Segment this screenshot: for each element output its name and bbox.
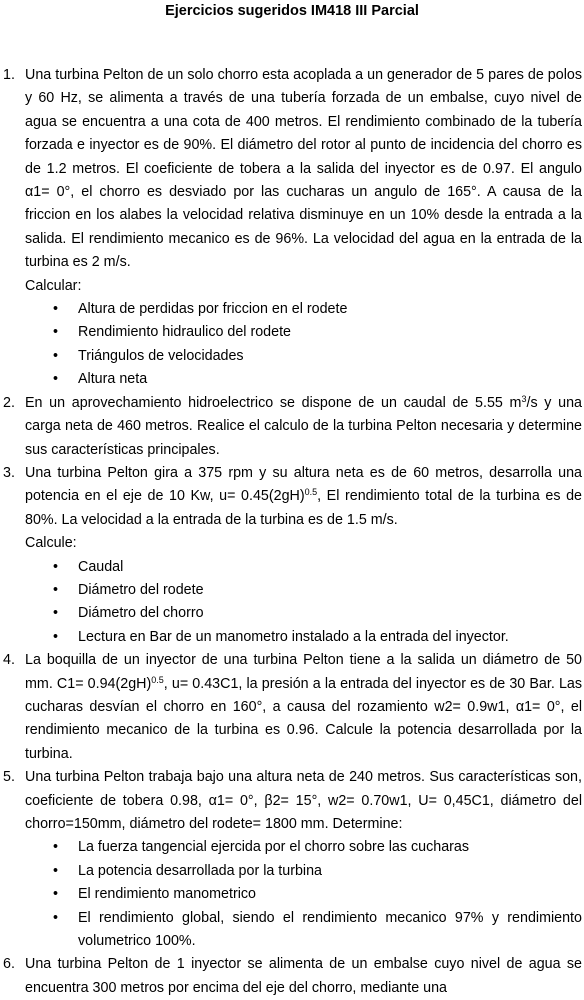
list-item-text: La fuerza tangencial ejercida por el chorro sobre las cucharas (78, 839, 470, 856)
problem-number: 2. (3, 394, 15, 411)
list-item-text: Lectura en Bar de un manometro instalado a la entrada del inyector. (78, 628, 509, 645)
problem-3 (0, 462, 584, 649)
bullet-icon: • (53, 324, 59, 341)
superscript: 0.5 (304, 487, 318, 498)
problem-number: 4. (3, 652, 15, 669)
problem-text-part: , u= 0.43C1, la presión a la entrada del inyector es de 30 Bar. Las cucharas desvían el chorro en 160°, a causa del rozamiento w2= 0.9w1, α1= 0°, el rendimiento mecanico de la turbina es 0.96. Calcule la potencia desarrollada por la turbina. (25, 675, 582, 762)
list-item-text: Caudal (78, 558, 124, 575)
list-item (25, 836, 582, 859)
problem-text-part: Una turbina Pelton gira a 375 rpm y su altura neta es de 60 metros, desarrolla una potencia en el eje de 10 Kw, u= 0.45(2gH) (25, 464, 582, 505)
calc-label: Calcule: (25, 535, 77, 552)
bullet-icon: • (53, 301, 59, 318)
superscript: 3 (521, 393, 527, 404)
list-item-text: Triángulos de velocidades (78, 347, 244, 364)
list-item-text: Altura de perdidas por friccion en el rodete (78, 301, 348, 318)
bullet-icon: • (53, 909, 59, 926)
problem-number: 1. (3, 67, 15, 83)
bullet-icon: • (53, 886, 59, 903)
list-item (25, 345, 582, 368)
list-item (25, 321, 582, 344)
problem-number: 5. (3, 769, 15, 786)
list-item (25, 368, 582, 391)
problem-1 (0, 64, 584, 392)
problem-number: 6. (3, 956, 15, 973)
problem-text: Una turbina Pelton de un solo chorro esta acoplada a un generador de 5 pares de polos y 60 Hz, se alimenta a través de una tubería forzada de un embalse, cuyo nivel de agua se encuentra a una cota de 400 metros. El rendimiento combinado de la tubería forzada e inyector es de 90%. El diámetro del rotor al punto de incidencia del chorro es de 1.2 metros. El coeficiente de tobera a la salida del inyector es de 0.97. El angulo α1= 0°, el chorro es desviado por las cucharas un angulo de 165°. A causa de la friccion en los alabes la velocidad relativa disminuye en un 10% desde la entrada a la salida. El rendimiento mecanico es de 96%. La velocidad del agua en la entrada de la turbina es 2 m/s. (25, 67, 582, 271)
problem-text (25, 392, 582, 462)
problem-text-part: /s y una carga neta de 460 metros. Realice el calculo de la turbina Pelton necesaria y determine sus características principales. (25, 394, 582, 458)
problem-text-part: En un aprovechamiento hidroelectrico se dispone de un caudal de 5.55 m (25, 394, 522, 411)
problem-2 (0, 392, 584, 462)
bullet-icon: • (53, 558, 59, 575)
list-item-text: El rendimiento manometrico (78, 886, 256, 903)
bullet-icon: • (53, 628, 59, 645)
problem-list (0, 64, 584, 1000)
problem-text (25, 462, 582, 532)
list-item-text: Diámetro del rodete (78, 581, 204, 598)
list-item-text: Rendimiento hidraulico del rodete (78, 324, 291, 341)
bullet-icon: • (53, 839, 59, 856)
bullet-icon: • (53, 862, 59, 879)
list-item (25, 860, 582, 883)
problem-text-part: , El rendimiento total de la turbina es de 80%. La velocidad a la entrada de la turbina es de 1.5 m/s. (25, 488, 582, 528)
list-item-text: Diámetro del chorro (78, 605, 204, 622)
list-item (25, 602, 582, 625)
problem-4 (0, 649, 584, 766)
problem-6 (0, 953, 584, 1000)
bullet-icon: • (53, 605, 59, 622)
list-item-text: La potencia desarrollada por la turbina (78, 862, 323, 879)
sub-list (25, 298, 582, 392)
bullet-icon: • (53, 371, 59, 388)
bullet-icon: • (53, 581, 59, 598)
superscript: 0.5 (151, 674, 164, 685)
bullet-icon: • (53, 347, 59, 364)
sub-list (25, 556, 582, 650)
list-item (25, 907, 582, 954)
list-item (25, 298, 582, 321)
list-item (25, 556, 582, 579)
problem-text: Una turbina Pelton trabaja bajo una altura neta de 240 metros. Sus características son, coeficiente de tobera 0.98, α1= 0°, β2= 15°, w2= 0.70w1, U= 0,45C1, diámetro del chorro=150mm, diámetro del rodete= 1800 mm. Determine: (25, 769, 582, 832)
problem-text: Una turbina Pelton de 1 inyector se alimenta de un embalse cuyo nivel de agua se encuentra 300 metros por encima del eje del chorro, mediante una (25, 956, 582, 996)
problem-text-part: La boquilla de un inyector de una turbina Pelton tiene a la salida un diámetro de 50 mm. C1= 0.94(2gH) (25, 652, 582, 692)
list-item-text: El rendimiento global, siendo el rendimiento mecanico 97% y rendimiento volumetrico 100%. (78, 909, 582, 950)
document-title: Ejercicios sugeridos IM418 III Parcial (165, 3, 419, 19)
problem-5 (0, 766, 584, 953)
list-item (25, 626, 582, 649)
problem-text (25, 649, 582, 766)
calc-label: Calcular: (25, 277, 82, 294)
sub-list (25, 836, 582, 953)
problem-number: 3. (3, 464, 15, 481)
list-item-text: Altura neta (78, 371, 148, 388)
list-item (25, 579, 582, 602)
list-item (25, 883, 582, 906)
